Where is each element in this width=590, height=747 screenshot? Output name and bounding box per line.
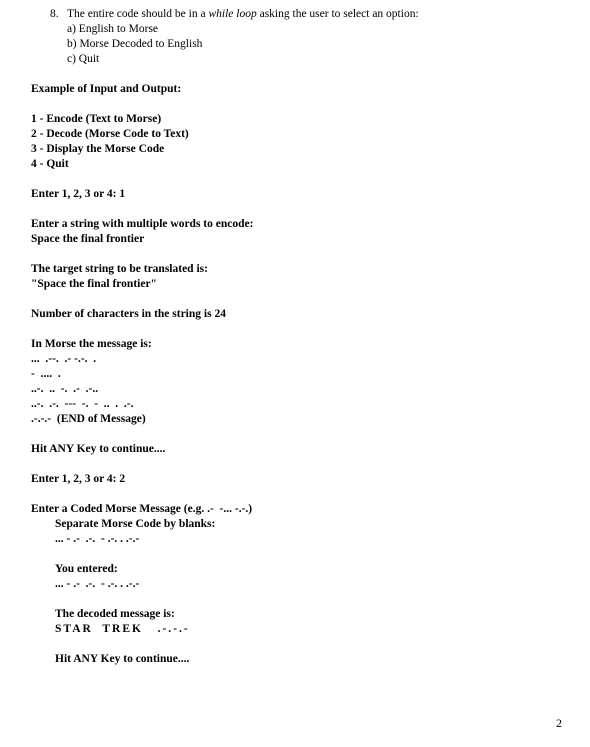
target-value: "Space the final frontier" — [31, 278, 157, 290]
you-entered-label: You entered: — [55, 563, 118, 575]
page-number: 2 — [556, 716, 562, 730]
item8-text-before: The entire code should be in a — [67, 8, 209, 20]
decoded-label: The decoded message is: — [55, 608, 175, 620]
item8-text-italic: while loop — [208, 8, 257, 20]
example-heading: Example of Input and Output: — [31, 83, 182, 95]
prompt-choice-1: Enter 1, 2, 3 or 4: 1 — [31, 188, 126, 200]
morse-line-2: - .... . — [31, 368, 61, 380]
morse-line-1: ... .--. .- -.-. . — [31, 353, 97, 365]
menu-item-decode: 2 - Decode (Morse Code to Text) — [31, 128, 189, 140]
decoded-value: STAR TREK .-.-.- — [55, 623, 190, 635]
item-number: 8. — [50, 8, 59, 20]
encode-input: Space the final frontier — [31, 233, 145, 245]
option-b: b) Morse Decoded to English — [67, 38, 203, 50]
decode-prompt: Enter a Coded Morse Message (e.g. .- -... -.-.) — [31, 503, 253, 515]
target-label: The target string to be translated is: — [31, 263, 208, 275]
option-c: c) Quit — [67, 53, 100, 65]
decode-input: ... - .- .-. - .-. . .-.- — [55, 533, 140, 545]
hit-key-2: Hit ANY Key to continue.... — [55, 653, 190, 665]
morse-line-3: ..-. .. -. .- .-.. — [31, 383, 99, 395]
prompt-choice-2: Enter 1, 2, 3 or 4: 2 — [31, 473, 126, 485]
encode-prompt: Enter a string with multiple words to encode: — [31, 218, 254, 230]
morse-line-5: .-.-.- (END of Message) — [31, 413, 146, 425]
character-count: Number of characters in the string is 24 — [31, 308, 226, 320]
item8-text-after: asking the user to select an option: — [256, 8, 419, 20]
morse-line-4: ..-. .-. --- -. - .. . .-. — [31, 398, 134, 410]
you-entered-value: ... - .- .-. - .-. . .-.- — [55, 578, 140, 590]
menu-item-encode: 1 - Encode (Text to Morse) — [31, 113, 162, 125]
morse-label: In Morse the message is: — [31, 338, 152, 350]
item8-text — [67, 7, 419, 22]
menu-item-display: 3 - Display the Morse Code — [31, 143, 165, 155]
hit-key-1: Hit ANY Key to continue.... — [31, 443, 166, 455]
separate-note: Separate Morse Code by blanks: — [55, 518, 216, 530]
menu-item-quit: 4 - Quit — [31, 158, 69, 170]
option-a: a) English to Morse — [67, 23, 159, 35]
